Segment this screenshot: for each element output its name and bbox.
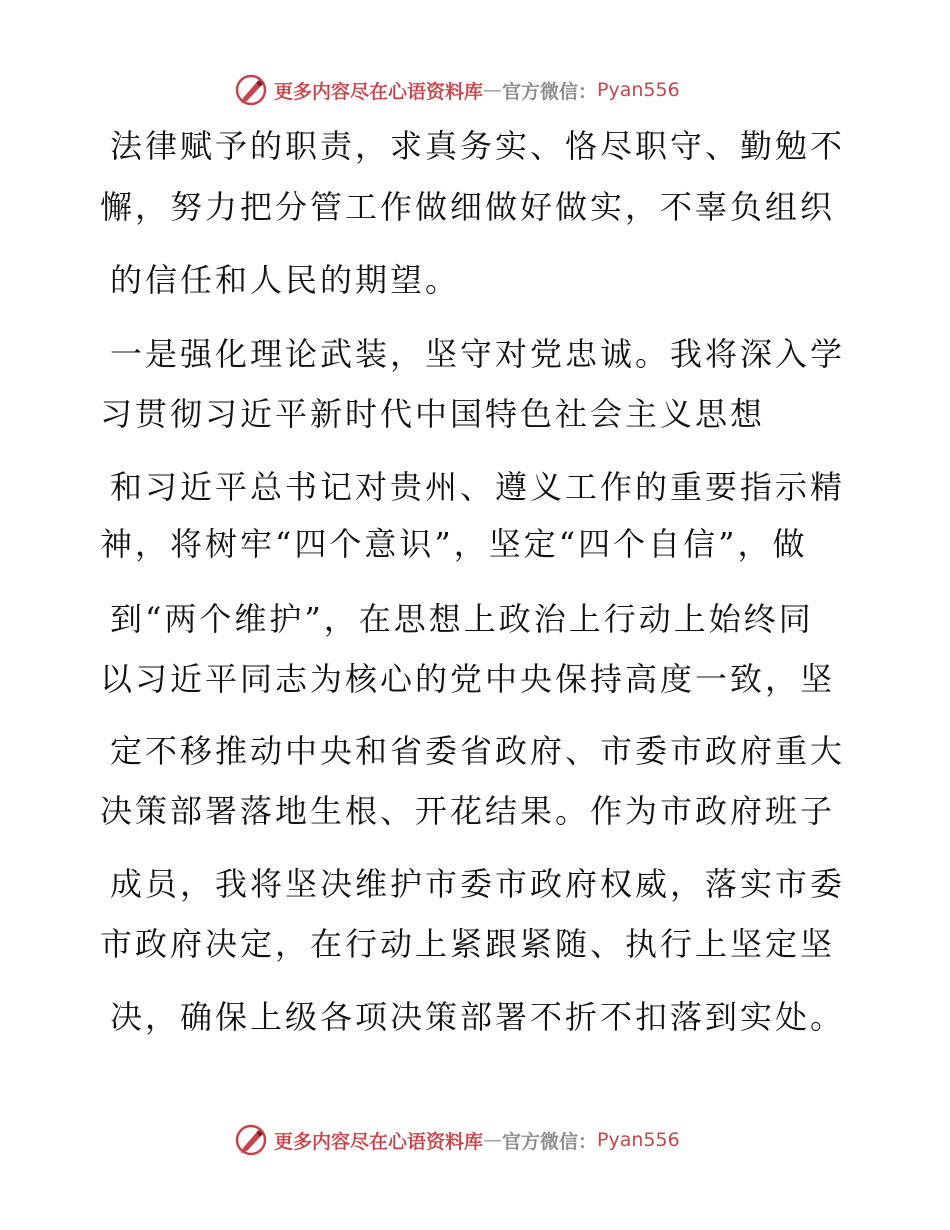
body-line: 市政府决定，在行动上紧跟紧随、执行上坚定坚 bbox=[100, 925, 836, 963]
body-line: 习贯彻习近平新时代中国特色社会主义思想 bbox=[100, 395, 766, 433]
pen-logo-icon bbox=[234, 73, 268, 107]
body-line: 成员，我将坚决维护市委市政府权威，落实市委 bbox=[110, 865, 846, 903]
body-line: 一是强化理论武装，坚守对党忠诚。我将深入学 bbox=[110, 335, 846, 373]
watermark-dash: — bbox=[483, 79, 503, 101]
body-line: 到“两个维护”，在思想上政治上行动上始终同 bbox=[110, 600, 814, 638]
watermark-wechat-id: Pyan556 bbox=[597, 1129, 680, 1151]
body-line: 以习近平同志为核心的党中央保持高度一致，坚 bbox=[100, 660, 836, 698]
body-line: 神，将树牢“四个意识”，坚定“四个自信”，做 bbox=[100, 525, 808, 563]
body-line: 决，确保上级各项决策部署不折不扣落到实处。 bbox=[110, 998, 846, 1036]
body-line: 决策部署落地生根、开花结果。作为市政府班子 bbox=[100, 792, 836, 830]
body-line: 法律赋予的职责，求真务实、恪尽职守、勤勉不 bbox=[110, 127, 846, 165]
watermark-site-text: 更多内容尽在心语资料库 bbox=[274, 80, 484, 103]
watermark-dash: — bbox=[483, 1129, 503, 1151]
pen-logo-icon bbox=[234, 1123, 268, 1157]
watermark-site-text: 更多内容尽在心语资料库 bbox=[274, 1130, 484, 1153]
body-line: 懈，努力把分管工作做细做好做实，不辜负组织 bbox=[100, 188, 836, 226]
body-line: 和习近平总书记对贵州、遵义工作的重要指示精 bbox=[110, 468, 846, 506]
header-watermark bbox=[234, 70, 680, 110]
watermark-wechat-label: 官方微信： bbox=[502, 1130, 598, 1153]
watermark-wechat-label: 官方微信： bbox=[502, 80, 598, 103]
body-line: 定不移推动中央和省委省政府、市委市政府重大 bbox=[110, 732, 846, 770]
watermark-wechat-id: Pyan556 bbox=[597, 79, 680, 101]
footer-watermark bbox=[234, 1120, 680, 1160]
body-line: 的信任和人民的期望。 bbox=[110, 261, 461, 299]
